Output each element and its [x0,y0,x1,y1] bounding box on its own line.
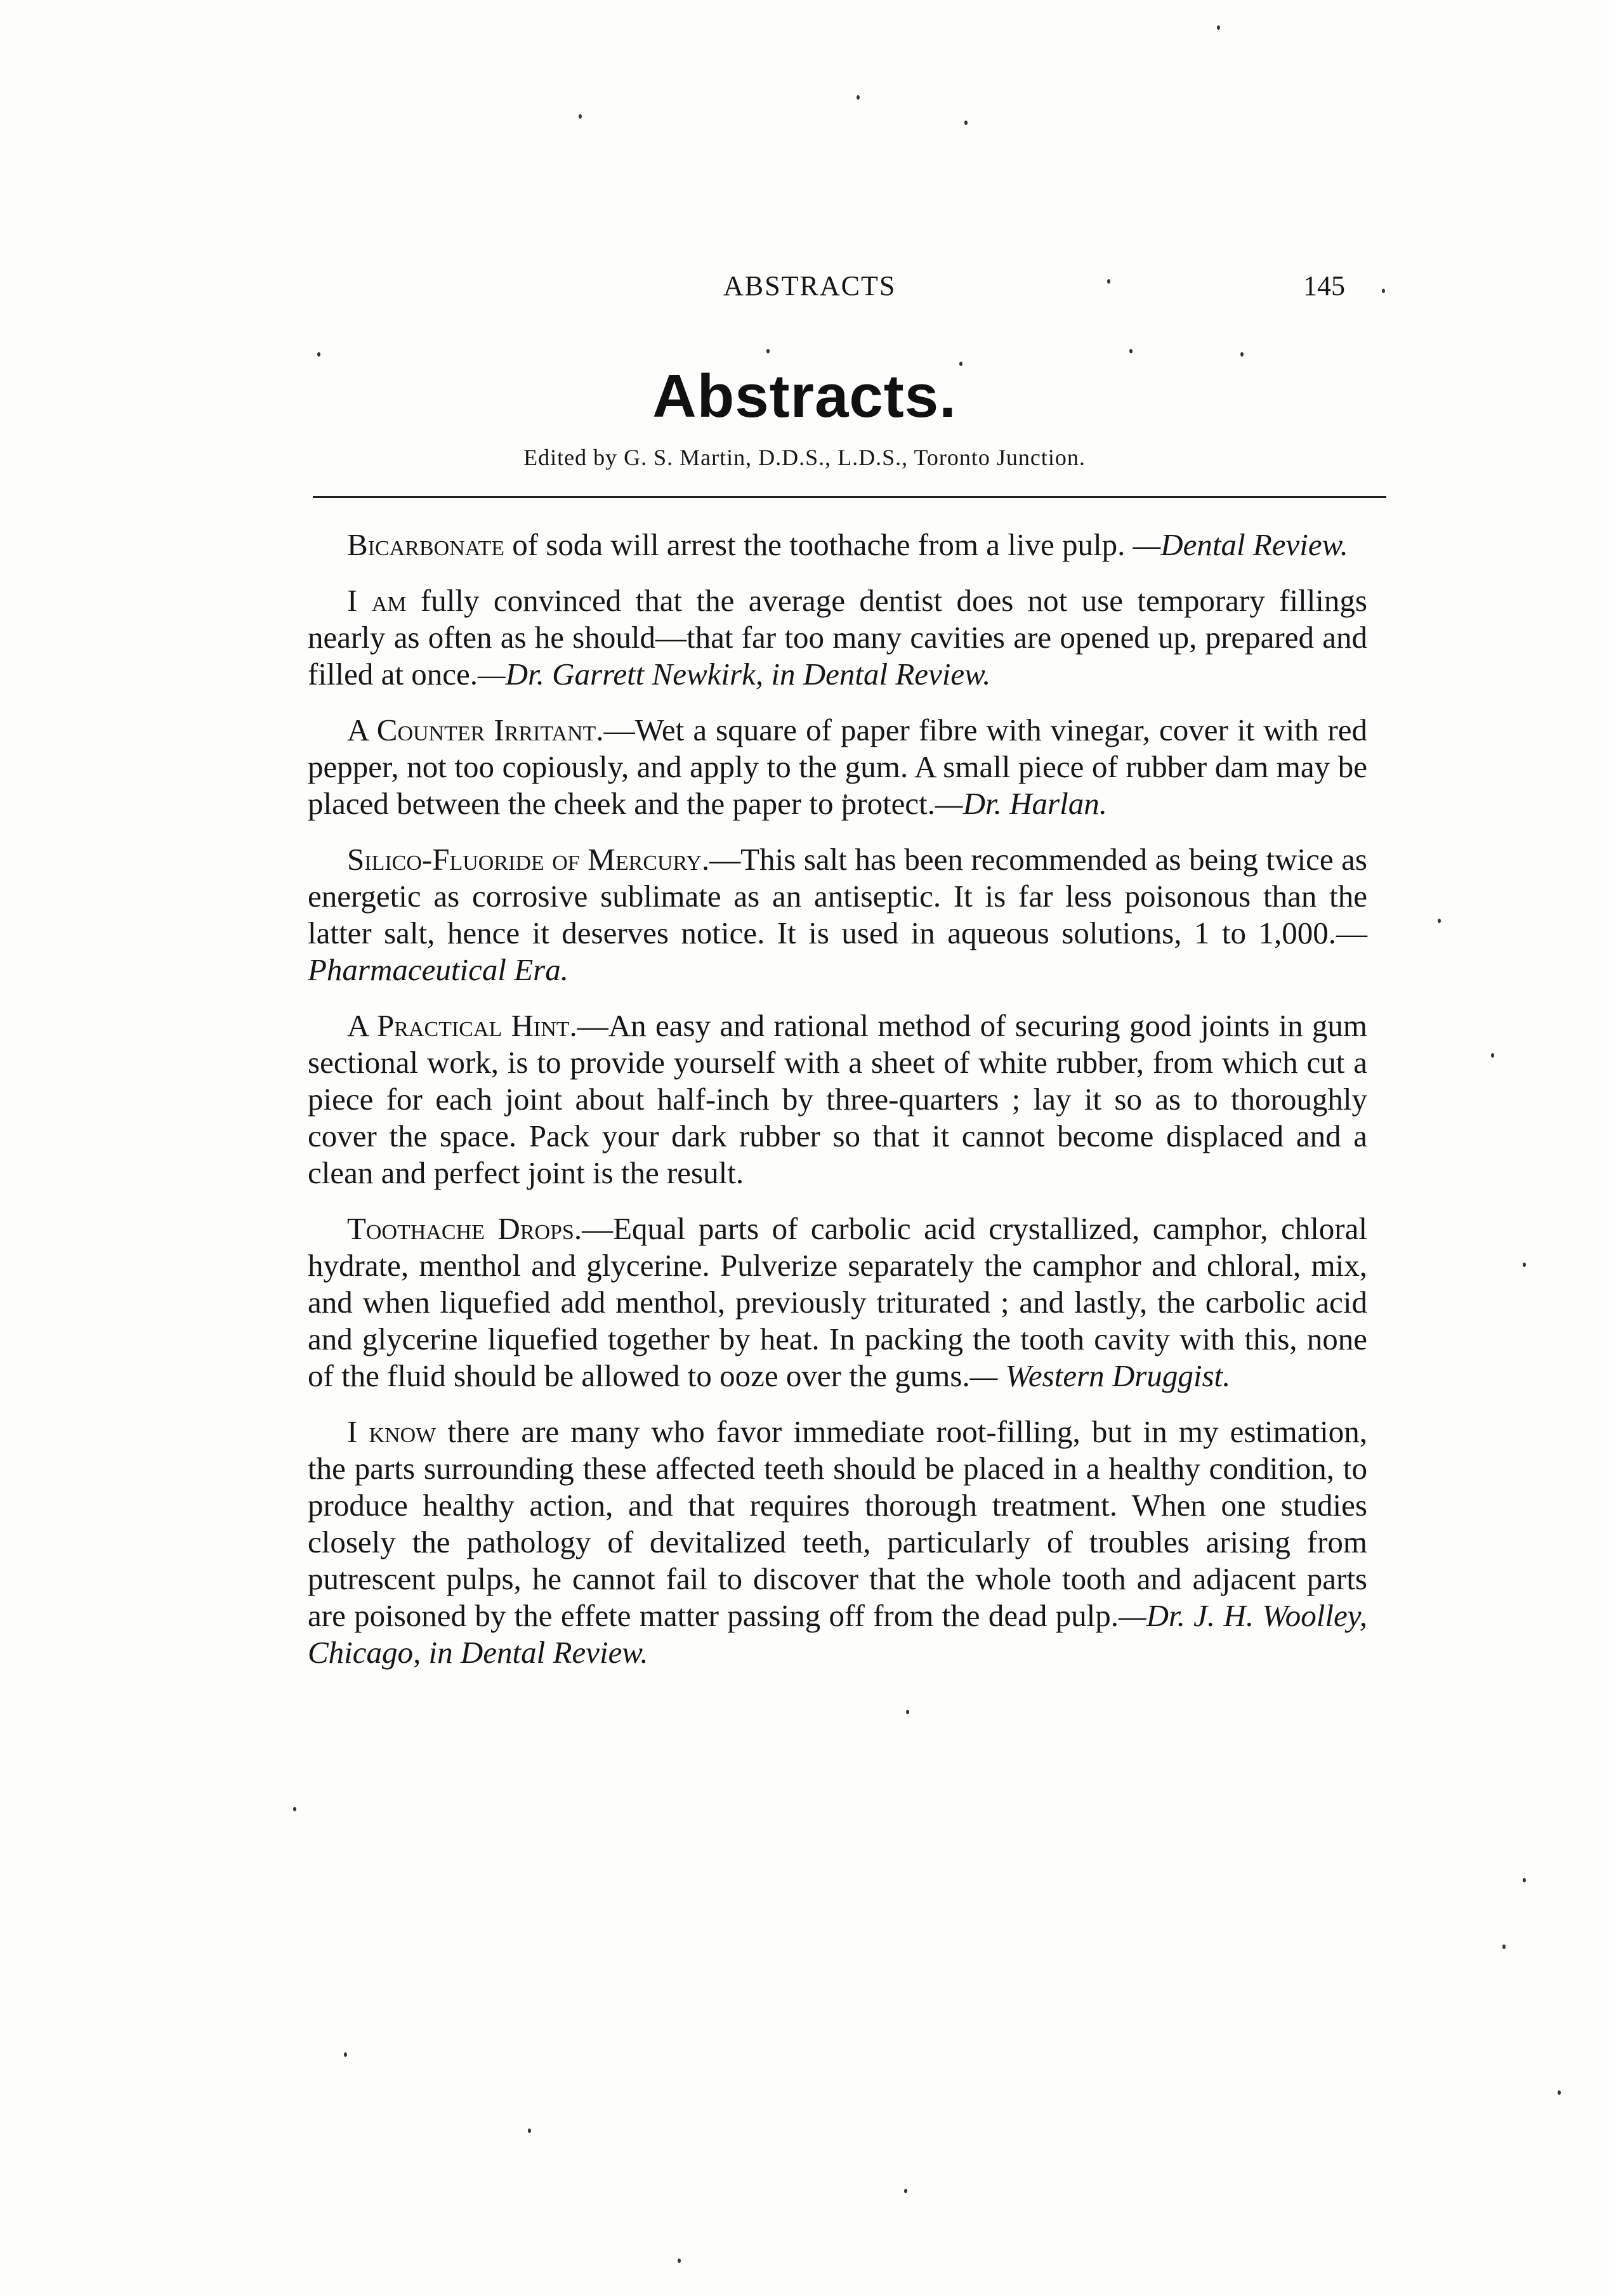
scan-speck [857,95,860,100]
scan-speck [1502,1945,1506,1949]
entry-lead: I am [347,583,407,618]
scan-speck [579,114,582,119]
scan-speck [293,1807,296,1811]
scan-speck [1129,349,1133,353]
entry-text: fully convinced that the average dentist does not use temporary fillings nearly as often as he should—that far too many cavities are opened up, prepared and filled at once. [308,583,1367,692]
entry-lead: I know [347,1414,437,1449]
scan-speck [1382,289,1385,293]
abstract-entry [308,1007,1367,1191]
entry-text: of soda will arrest the toothache from a live pulp. [504,527,1133,562]
entry-lead: Toothache Drops. [347,1211,582,1246]
editor-credit: Edited by G. S. Martin, D.D.S., L.D.S., Toronto Junction. [523,445,1086,470]
entry-text: —Equal parts of carbolic acid crystallized, camphor, chloral hydrate, menthol and glycerine. Pulverize separately the camphor and chloral, mix, and when liquefied add menthol, previously triturated ; and lastly, the carbolic acid and glycerine liquefied together by heat. In packing the tooth cavity with this, none of the fluid should be allowed to ooze over the gums. [308,1211,1367,1393]
entry-source: Pharmaceutical Era. [308,952,568,987]
title-divider [313,496,1386,498]
entry-text: —An easy and rational method of securing good joints in gum sectional work, is to provide yourself with a sheet of white rubber, from which cut a piece for each joint about half-inch by three-quarters ; lay it so as to thoroughly cover the space. Pack your dark rubber so that it cannot become displaced and a clean and perfect joint is the result. [308,1008,1367,1190]
scan-speck [528,2129,531,2133]
entry-source: —Dr. J. H. Woolley, Chicago, in Dental Review. [308,1598,1367,1670]
scan-speck [678,2259,681,2263]
entry-lead: Silico-Fluoride of Mercury. [347,842,710,877]
entry-text: there are many who favor immediate root-filling, but in my estimation, the parts surrounding these affected teeth should be placed in a healthy condition, to produce healthy action, and that requires thorough treatment. When one studies closely the pathology of devitalized teeth, particularly of troubles arising from putrescent pulps, he cannot fail to discover that the whole tooth and adjacent parts are poisoned by the effete matter passing off from the dead pulp. [308,1414,1367,1633]
abstract-entry [308,527,1367,563]
scan-speck [1217,25,1220,30]
scan-speck [766,349,770,353]
abstract-entry [308,582,1367,693]
article-body [308,527,1367,1690]
abstract-entry [308,712,1367,822]
scan-speck [964,121,968,125]
scan-speck [317,352,320,357]
scan-speck [906,1710,909,1714]
abstract-entry [308,1210,1367,1394]
entry-text: —This salt has been recommended as being twice as energetic as corrosive sublimate as an antiseptic. It is far less poisonous than the latter salt, hence it deserves notice. It is used in aqueous solutions, 1 to 1,000.— [308,842,1367,950]
running-head: ABSTRACTS [723,270,896,301]
page-number: 145 [1303,270,1345,301]
entry-lead: A Counter Irritant. [347,712,604,747]
entry-text: —Wet a square of paper fibre with vinegar, cover it with red pepper, not too copiously, and apply to the gum. A small piece of rubber dam may be placed between the cheek and the paper to protect. [308,712,1367,821]
entry-source: —Dental Review. [1133,527,1348,562]
scan-speck [1558,2090,1561,2095]
scan-speck [1240,352,1244,357]
scan-speck [1438,919,1441,923]
page-title: Abstracts. [652,362,957,430]
scan-speck [1491,1053,1494,1058]
entry-lead: Bicarbonate [347,527,505,562]
entry-source: —Dr. Garrett Newkirk, in Dental Review. [478,657,991,692]
entry-lead: A Practical Hint. [347,1008,577,1043]
abstract-entry [308,841,1367,988]
scan-speck [1523,1263,1526,1267]
scan-speck [904,2189,907,2193]
scan-speck [1107,279,1110,284]
entry-source: — Western Druggist. [969,1358,1231,1393]
abstract-entry [308,1414,1367,1671]
scan-speck [1523,1878,1526,1882]
scan-speck [344,2052,347,2057]
entry-source: —Dr. Harlan. [935,786,1107,821]
